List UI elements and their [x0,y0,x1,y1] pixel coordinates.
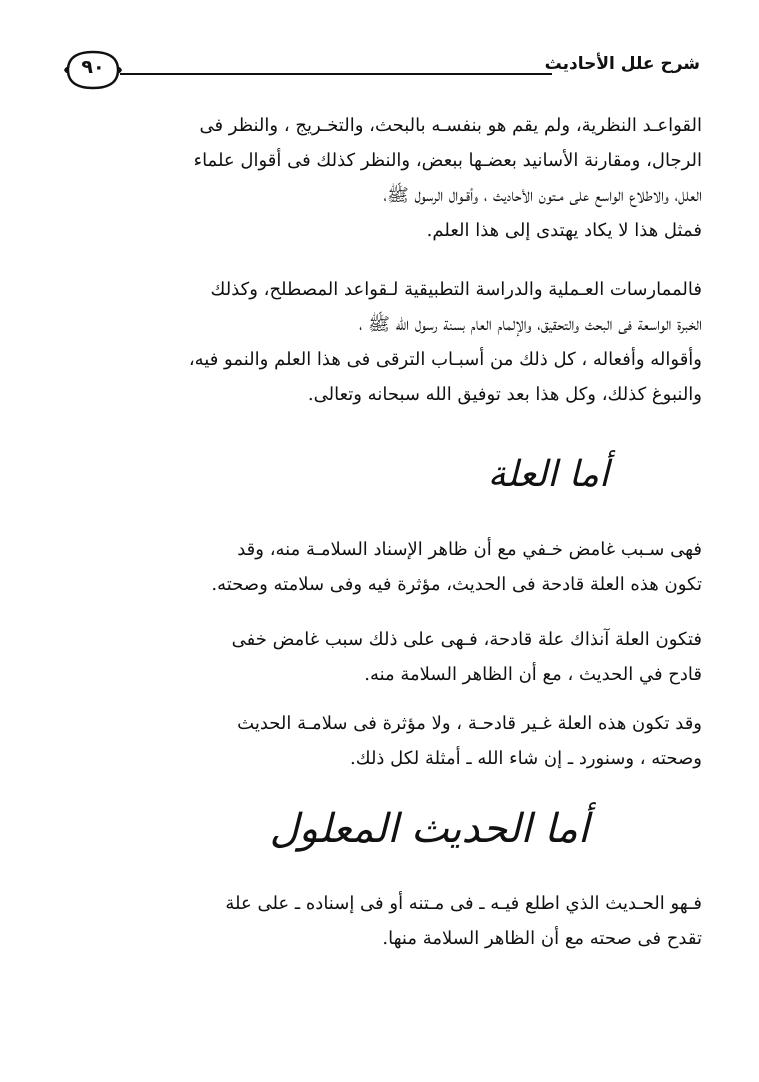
paragraph-3 [62,532,702,602]
text-line: تقدح فى صحته مع أن الظاهر السلامة منها. [382,928,702,949]
text-line: الرجال، ومقارنة الأسانيد بعضـها ببعض، والنظر كذلك فى أقوال علماء [193,150,702,171]
text-line: العلل، والاطلاع الواسع على مـتون الأحاديث ، وأقـوال الرسول ﷺ، [383,185,702,206]
paragraph-5 [62,706,702,776]
running-title: شرح علل الأحاديث [544,54,700,74]
section-heading-hadith-muallal: أما الحديث المعلول [269,806,589,852]
text-line: وصحته ، وسنورد ـ إن شاء الله ـ أمثلة لكل ذلك. [350,748,702,769]
text-line: وقد تكون هذه العلة غـير قادحـة ، ولا مؤثرة فى سلامـة الحديث [237,713,702,734]
paragraph-2 [62,272,702,412]
paragraph-1 [62,108,702,248]
section-heading-illa: أما العلة [487,454,609,495]
page-header [60,48,700,96]
text-line: والنبوغ كذلك، وكل هذا بعد توفيق الله سبحانه وتعالى. [307,384,702,405]
text-line: فتكون العلة آنذاك علة قادحة، فـهى على ذلك سبب غامض خفى [231,629,702,650]
header-rule [120,73,552,75]
text-line: الخبرة الواسعة فى البحث والتحقيق، والإلمام العام بسنة رسول الله ﷺ ، [359,314,702,335]
text-line: تكون هذه العلة قادحة فى الحديث، مؤثرة فيه وفى سلامته وصحته. [211,574,702,595]
paragraph-6 [62,886,702,956]
paragraph-4 [62,622,702,692]
page-number: ٩٠ [81,56,105,78]
text-line: فـهو الحـديث الذي اطلع فيـه ـ فى مـتنه أو فى إسناده ـ على علة [225,893,702,914]
text-line: فمثل هذا لا يكاد يهتدى إلى هذا العلم. [426,220,702,241]
text-line: فهى سـبب غامض خـفي مع أن ظاهر الإسناد السلامـة منه، وقد [237,539,702,560]
text-line: القواعـد النظرية، ولم يقم هو بنفسـه بالبحث، والتخـريج ، والنظر فى [199,115,702,136]
text-line: قادح في الحديث ، مع أن الظاهر السلامة منه. [364,664,702,685]
text-line: فالممارسات العـملية والدراسة التطبيقية لـقواعد المصطلح، وكذلك [210,279,702,300]
text-line: وأقواله وأفعاله ، كل ذلك من أسبـاب الترقى فى هذا العلم والنمو فيه، [188,349,702,370]
